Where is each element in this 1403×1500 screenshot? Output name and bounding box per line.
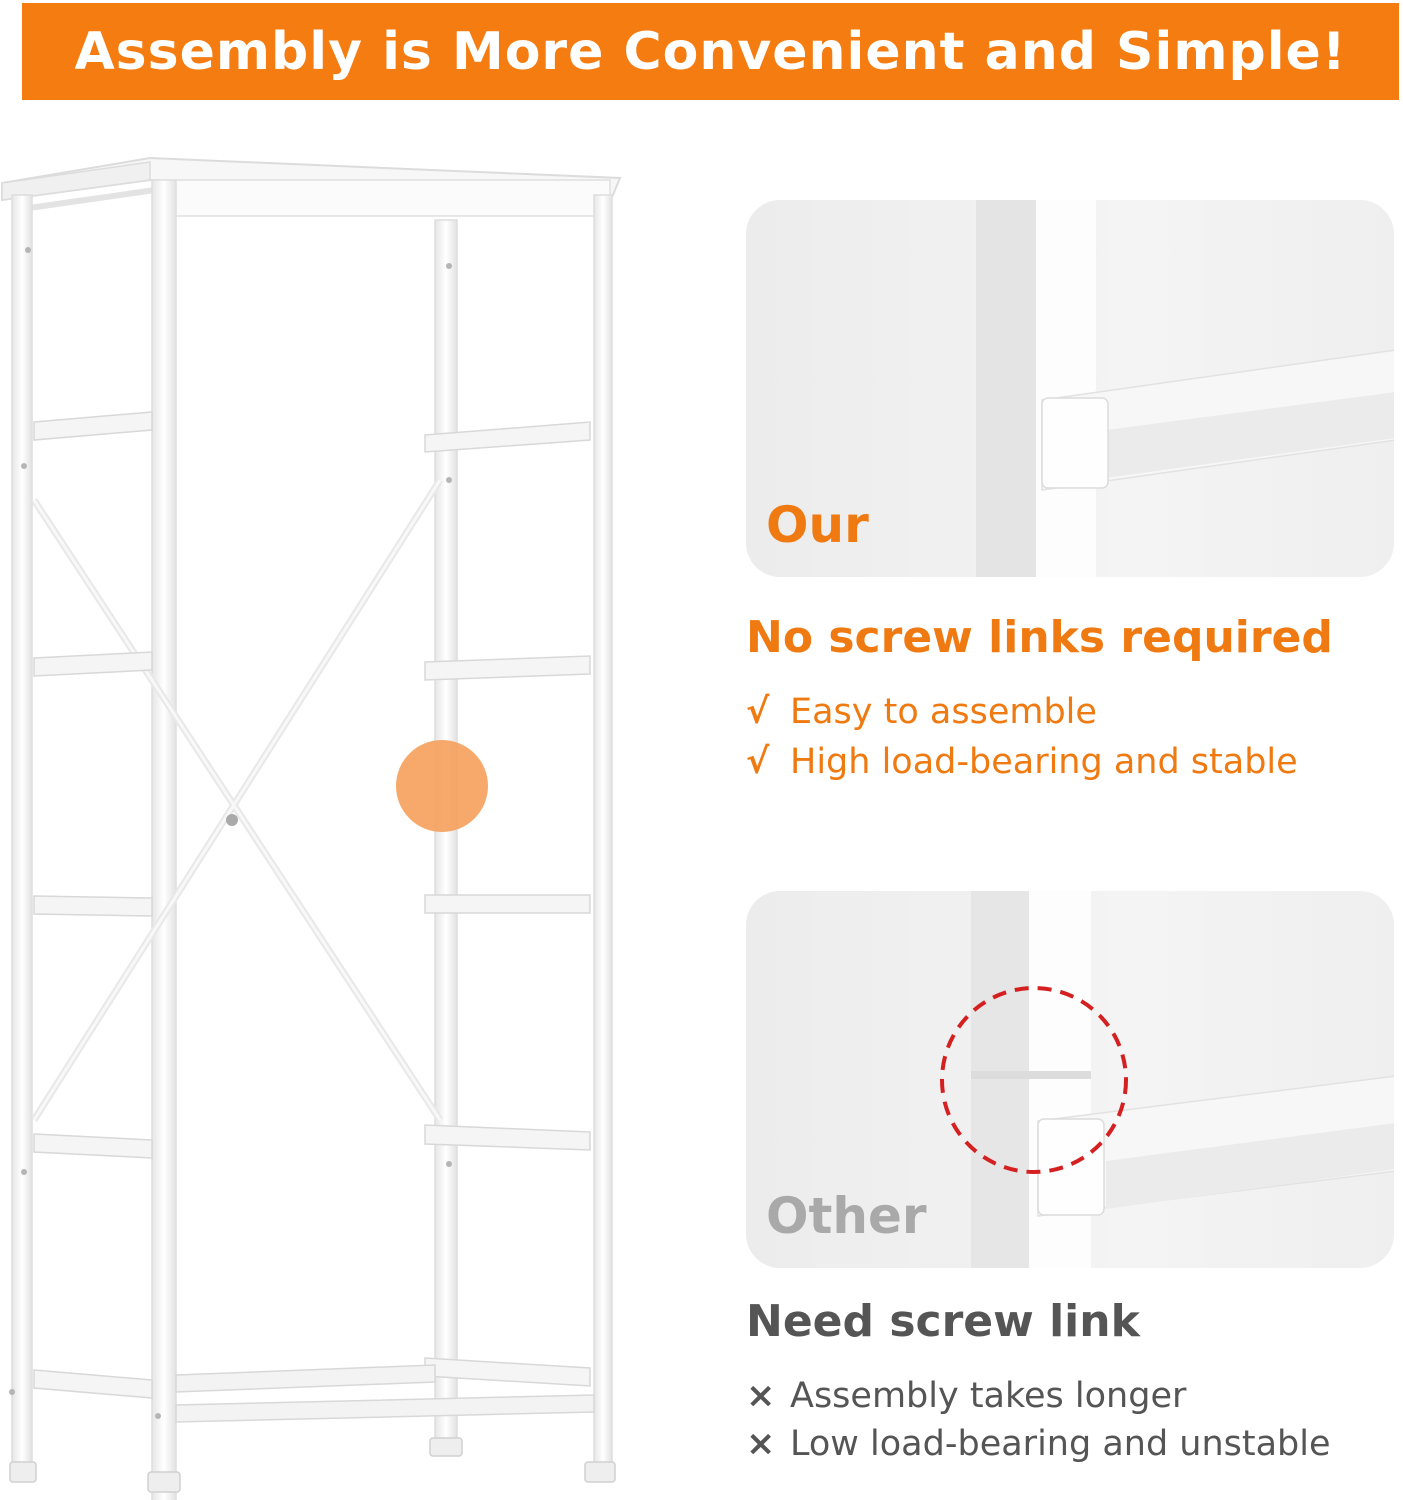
shelf-frame-image <box>0 150 640 1500</box>
other-point-2 <box>746 1424 1331 1464</box>
check-icon: √ <box>746 742 770 782</box>
our-point-2 <box>746 742 1298 782</box>
cross-icon: × <box>746 1376 776 1416</box>
other-point-2-text: Low load-bearing and unstable <box>790 1424 1331 1464</box>
other-detail-panel <box>746 891 1394 1268</box>
our-point-2-text: High load-bearing and stable <box>790 742 1298 782</box>
check-icon: √ <box>746 692 770 732</box>
our-point-1-text: Easy to assemble <box>790 692 1097 732</box>
other-label: Other <box>766 1187 927 1245</box>
other-point-1-text: Assembly takes longer <box>790 1376 1187 1416</box>
other-heading: Need screw link <box>746 1296 1140 1347</box>
shelf-illustration <box>0 150 640 1500</box>
banner-title: Assembly is More Convenient and Simple! <box>74 21 1347 82</box>
our-detail-panel <box>746 200 1394 577</box>
our-heading: No screw links required <box>746 612 1333 663</box>
cross-icon: × <box>746 1424 776 1464</box>
other-point-1 <box>746 1376 1186 1416</box>
our-label: Our <box>766 496 869 554</box>
title-banner <box>22 3 1399 100</box>
our-point-1 <box>746 692 1097 732</box>
highlight-dot <box>396 740 488 832</box>
